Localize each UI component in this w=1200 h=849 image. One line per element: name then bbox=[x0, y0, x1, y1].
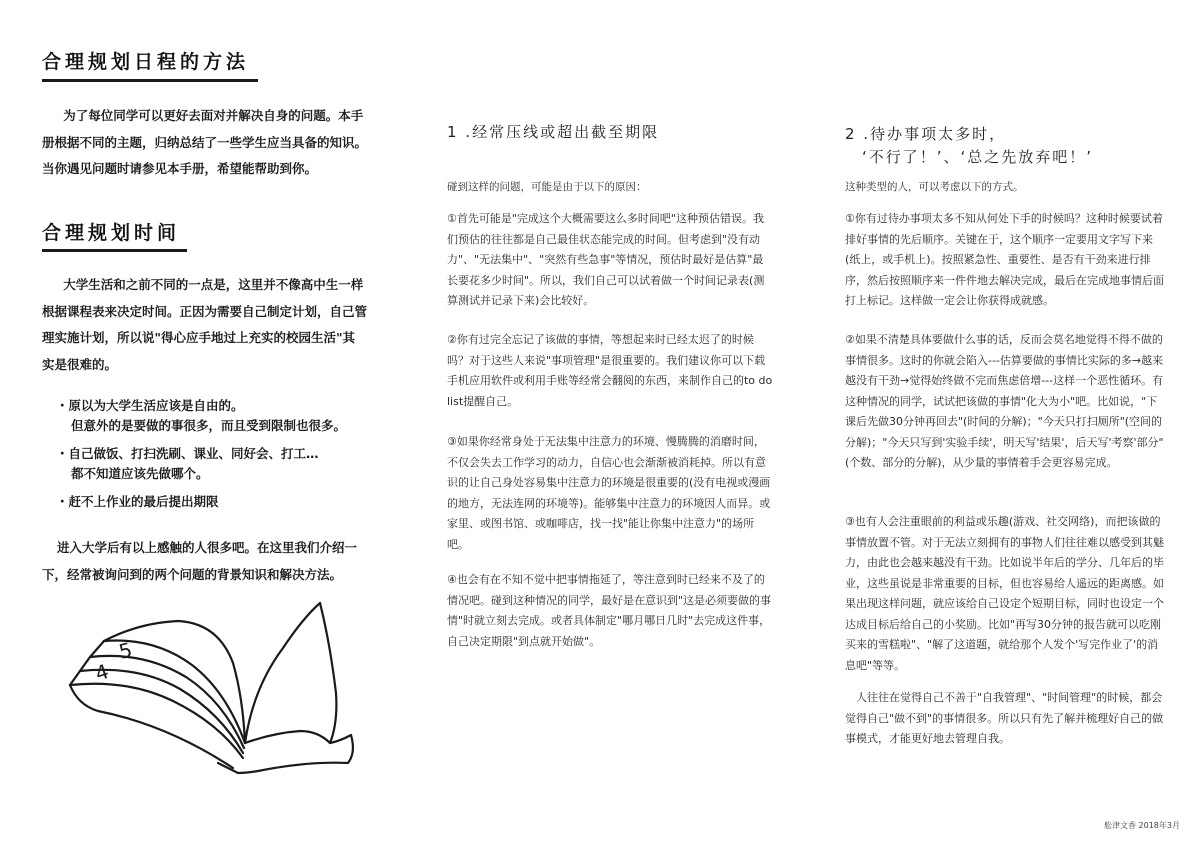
answer-paragraph: ①首先可能是"完成这个大概需要这么多时间吧"这种预估错误。我们预估的往往都是自己最佳状态能完成的时间。但考虑到"没有动力"、"无法集中"、"突然有些急事"等情况，预估时最好是估算"最长要花多少时间"。所以，我们自己可以试着做一个时间记录表(测算测试并记录下来)会比较好。 bbox=[447, 212, 765, 307]
question-intro: 碰到这样的问题，可能是由于以下的原因： bbox=[447, 181, 647, 193]
bullet-line: ・赶不上作业的最后提出期限 bbox=[56, 494, 219, 509]
answer-paragraph: ②如果不清楚具体要做什么事的话，反而会莫名地觉得不得不做的事情很多。这时的你就会陷入---估算要做的事情比实际的多→越来越没有干劲→觉得始终做不完而焦虑倍增---这样一个恶性循环。有这种情况的同学，试试把该做的事情"化大为小"吧。比如说，"下课后先做30分钟再回去"(时间的分解)；"今天只打扫厕所"(空间的分解)；"今天只写到'实验手续'，明天写'结果'，后天写'考察'部分"(个数、部分的分解)，从少量的事情着手会更容易完成。 bbox=[845, 333, 1164, 469]
intro-paragraph: 为了每位同学可以更好去面对并解决自身的问题。本手册根据不同的主题，归纳总结了一些学生应当具备的知识。当你遇见问题时请参见本手册，希望能帮助到你。 bbox=[42, 108, 368, 176]
answer-paragraph: ②你有过完全忘记了该做的事情，等想起来时已经太迟了的时候吗？对于这些人来说"事项管理"是很重要的。我们建议你可以下载手机应用软件或利用手账等经常会翻阅的东西，来制作自己的to do list提醒自己。 bbox=[447, 333, 773, 408]
bullet-line: ・原以为大学生活应该是自由的。 bbox=[56, 398, 244, 413]
open-book-icon bbox=[68, 593, 368, 778]
question-title-2-sub: ‘不行了！’、‘总之先放弃吧！’ bbox=[862, 148, 1094, 166]
title-underline bbox=[42, 79, 258, 82]
question-title-2: 2 .待办事项太多时， bbox=[845, 125, 1007, 143]
answer-paragraph: ④也会有在不知不觉中把事情拖延了，等注意到时已经来不及了的情况吧。碰到这种情况的同学，最好是在意识到"这是必须要做的事情"时就立刻去完成。或者具体制定"哪月哪日几时"去完成这件事，自己决定期限"到点就开始做"。 bbox=[447, 573, 772, 648]
title-underline bbox=[42, 249, 187, 252]
page-number: 4 bbox=[92, 658, 112, 686]
question-title-1: 1 .经常压线或超出截至期限 bbox=[447, 123, 660, 141]
question-intro: 这种类型的人，可以考虑以下的方式。 bbox=[845, 181, 1024, 193]
bullet-item bbox=[56, 444, 319, 484]
answer-paragraph: ①你有过待办事项太多不知从何处下手的时候吗？这种时候要试着排好事情的先后顺序。关键在于，这个顺序一定要用文字写下来(纸上，或手机上)。按照紧急性、重要性、是否有干劲来进行排序，然后按照顺序来一件件地去解决完成，最后在完成地事情后面打上标记。这样做一定会让你获得成就感。 bbox=[845, 212, 1164, 307]
footer-credit: 舩津文香 2018年3月 bbox=[1104, 821, 1180, 830]
closing-paragraph: 人往往在觉得自己不善于"自我管理"、"时间管理"的时候，都会觉得自己"做不到"的事情很多。所以只有先了解并梳理好自己的做事模式，才能更好地去管理自我。 bbox=[845, 691, 1164, 745]
bullet-line: 都不知道应该先做哪个。 bbox=[71, 466, 209, 481]
answer-paragraph: ③如果你经常身处于无法集中注意力的环境、慢腾腾的消磨时间，不仅会失去工作学习的动力，自信心也会渐渐被消耗掉。所以有意识的让自己身处容易集中注意力的环境是很重要的(没有电视或漫画的地方，无法连网的环境等)。能够集中注意力的环境因人而异。或家里、或图书馆、或咖啡店，找一找"能让你集中注意力"的场所吧。 bbox=[447, 435, 771, 551]
page-number: 5 bbox=[116, 637, 135, 664]
answer-paragraph: ③也有人会注重眼前的利益或乐趣(游戏、社交网络)，而把该做的事情放置不管。对于无法立刻拥有的事物人们往往难以感受到其魅力，由此也会越来越没有干劲。比如说半年后的学分、几年后的毕业，这些虽说是非常重要的目标，但也容易给人遥远的距离感。如果出现这样问题，就应该给自己设定个短期目标，同时也设定一个达成目标后给自己的小奖励。比如"再写30分钟的报告就可以吃刚买来的雪糕啦"、"解了这道题，就给那个人发个'写完作业了'的消息吧"等等。 bbox=[845, 515, 1164, 672]
time-paragraph: 大学生活和之前不同的一点是，这里并不像高中生一样根据课程表来决定时间。正因为需要自己制定计划，自己管理实施计划，所以说"得心应手地过上充实的校园生活"其实是很难的。 bbox=[42, 277, 368, 372]
bullet-item bbox=[56, 396, 346, 436]
bullet-line: ・自己做饭、打扫洗刷、课业、同好会、打工… bbox=[56, 446, 319, 461]
bullet-item bbox=[56, 492, 219, 512]
section-title-schedule: 合理规划日程的方法 bbox=[42, 51, 250, 73]
section-title-time: 合理规划时间 bbox=[42, 222, 181, 244]
closing-paragraph: 进入大学后有以上感触的人很多吧。在这里我们介绍一下，经常被询问到的两个问题的背景知识和解决方法。 bbox=[42, 540, 358, 582]
bullet-line: 但意外的是要做的事很多，而且受到限制也很多。 bbox=[71, 418, 347, 433]
